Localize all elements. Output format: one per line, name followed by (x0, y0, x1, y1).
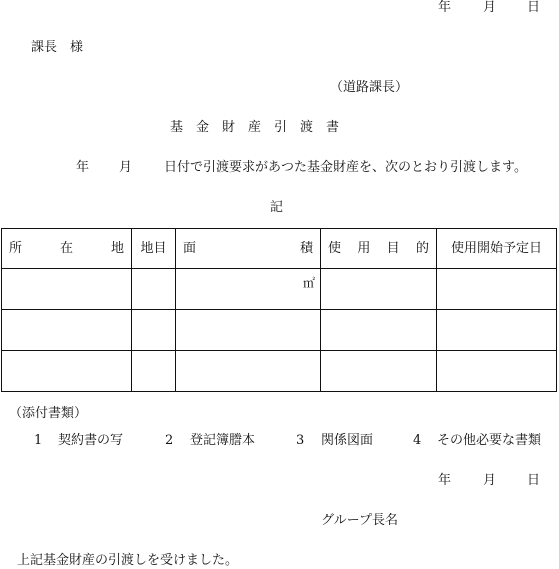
intro-text: 日付で引渡要求があつた基金財産を、次のとおり引渡します。 (164, 160, 527, 175)
header-location-char: 地 (110, 240, 124, 256)
date-year-label: 年 (438, 0, 452, 15)
attachment-item-label: その他必要な書類 (437, 433, 542, 448)
cell-chimoku[interactable] (132, 310, 176, 351)
cell-location[interactable] (2, 269, 132, 310)
attachment-item-number: 2 (165, 433, 174, 448)
header-start-date-label: 使用開始予定日 (450, 240, 542, 256)
addressee: 課長 様 (31, 40, 84, 55)
receipt-statement: 上記基金財産の引渡しを受けました。 (17, 553, 239, 568)
cell-chimoku[interactable] (132, 269, 176, 310)
table-row (2, 310, 557, 351)
cell-area[interactable] (176, 310, 321, 351)
cell-purpose[interactable] (321, 351, 437, 392)
header-purpose-char: 用 (357, 240, 371, 256)
cell-purpose[interactable] (321, 269, 437, 310)
attachment-item-label: 契約書の写 (58, 433, 124, 448)
cell-start-date[interactable] (437, 351, 557, 392)
intro-year-label: 年 (76, 160, 90, 175)
cell-purpose[interactable] (321, 310, 437, 351)
cell-area[interactable] (176, 269, 321, 310)
date-year-label: 年 (438, 473, 452, 488)
property-table (1, 228, 557, 392)
cell-location[interactable] (2, 351, 132, 392)
date-day-label: 日 (527, 473, 541, 488)
header-purpose-char: 目 (386, 240, 400, 256)
header-location-char: 所 (9, 240, 23, 256)
header-area-char: 積 (299, 240, 313, 256)
attachment-item-number: 1 (34, 433, 43, 448)
attachment-item-number: 3 (296, 433, 305, 448)
cell-start-date[interactable] (437, 269, 557, 310)
header-purpose-char: 使 (328, 240, 342, 256)
area-unit: ㎡ (302, 276, 315, 290)
date-month-label: 月 (483, 473, 497, 488)
header-location-char: 在 (59, 240, 73, 256)
ki-label: 記 (270, 200, 284, 215)
cell-start-date[interactable] (437, 310, 557, 351)
header-start-date (437, 229, 557, 269)
attachment-item-number: 4 (413, 433, 422, 448)
table-header-row (2, 229, 557, 269)
date-day-label: 日 (527, 0, 541, 15)
header-location (2, 229, 132, 269)
date-month-label: 月 (483, 0, 497, 15)
table-row (2, 351, 557, 392)
attachment-item-label: 関係図面 (321, 433, 374, 448)
header-chimoku (132, 229, 176, 269)
cell-location[interactable] (2, 310, 132, 351)
signature-label: グループ長名 (321, 513, 398, 528)
header-purpose (321, 229, 437, 269)
table-row (2, 269, 557, 310)
attachments-heading: （添付書類） (9, 406, 88, 421)
attachment-item-label: 登記簿謄本 (190, 433, 256, 448)
cell-chimoku[interactable] (132, 351, 176, 392)
sender: （道路課長） (330, 80, 409, 95)
document-title: 基 金 財 産 引 渡 書 (170, 120, 340, 135)
header-area-char: 面 (183, 240, 197, 256)
intro-month-label: 月 (119, 160, 133, 175)
header-purpose-char: 的 (415, 240, 429, 256)
header-area (176, 229, 321, 269)
cell-area[interactable] (176, 351, 321, 392)
header-chimoku-label: 地目 (140, 240, 167, 256)
